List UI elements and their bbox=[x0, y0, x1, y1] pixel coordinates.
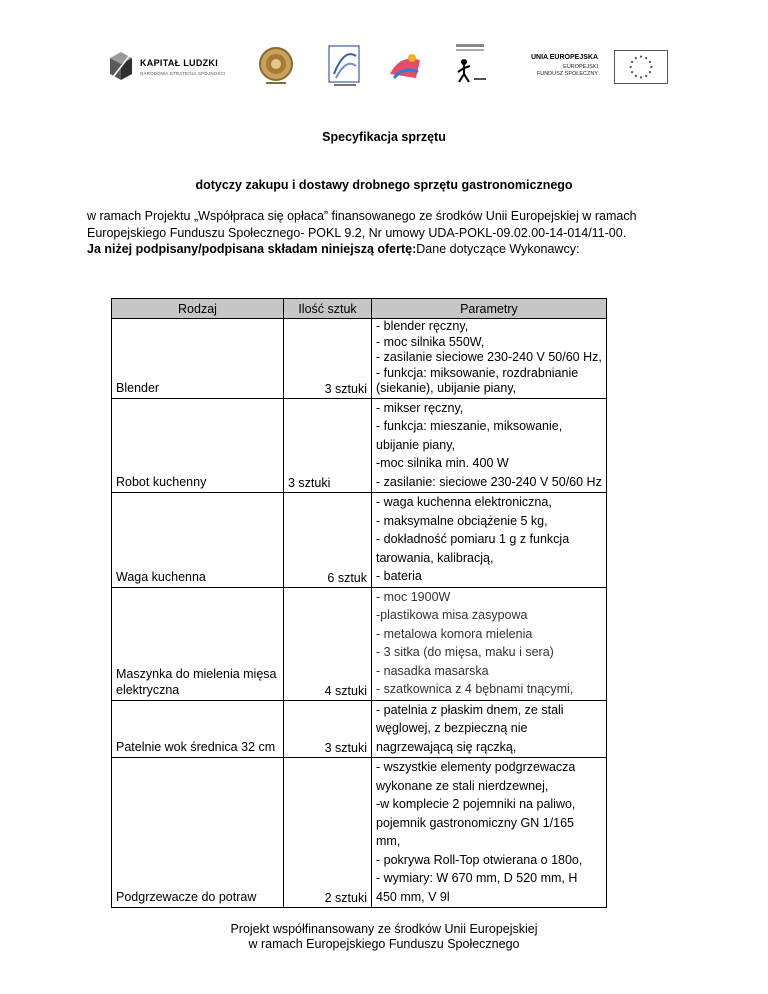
logo-bar bbox=[108, 42, 668, 92]
document-subtitle: dotyczy zakupu i dostawy drobnego sprzętu gastronomicznego bbox=[195, 178, 573, 192]
param-line: - waga kuchenna elektroniczna, bbox=[376, 495, 552, 509]
intro-paragraph bbox=[87, 208, 687, 258]
param-line: - wszystkie elementy podgrzewacza bbox=[376, 760, 576, 774]
param-line: - mikser ręczny, bbox=[376, 400, 464, 415]
item-name: Robot kuchenny bbox=[112, 398, 284, 493]
item-qty: 6 sztuk bbox=[284, 493, 372, 588]
header-rodzaj: Rodzaj bbox=[112, 299, 284, 319]
table-row bbox=[112, 493, 607, 588]
item-qty: 2 sztuki bbox=[284, 758, 372, 908]
param-line: węglowej, z bezpieczną nie bbox=[376, 721, 528, 735]
item-name-line: elektryczna bbox=[116, 682, 180, 697]
param-line: wykonane ze stali nierdzewnej, bbox=[376, 778, 549, 793]
param-line: - moc silnika 550W, bbox=[376, 334, 485, 349]
item-qty: 3 sztuki bbox=[284, 700, 372, 758]
param-line: - szatkownica z 4 bębnami tnącymi, bbox=[376, 682, 574, 696]
intro-line-2: Europejskiego Funduszu Społecznego- POKL 9.2, Nr umowy UDA-POKL-09.02.00-14-014/11-00. bbox=[87, 225, 627, 240]
param-line: - wymiary: W 670 mm, D 520 mm, H bbox=[376, 871, 578, 885]
document-title: Specyfikacja sprzętu bbox=[322, 130, 446, 144]
kapital-ludzki-logo bbox=[108, 50, 238, 84]
param-line: - zasilanie: sieciowe 230-240 V 50/60 Hz bbox=[376, 474, 602, 489]
intro-declaration: Ja niżej podpisany/podpisana składam niniejszą ofertę: bbox=[87, 242, 417, 256]
item-name: Patelnie wok średnica 32 cm bbox=[112, 700, 284, 758]
param-line: mm, bbox=[376, 834, 401, 848]
kapital-ludzki-tagline: NARODOWA STRATEGIA SPÓJNOŚCI bbox=[140, 71, 226, 76]
item-qty: 4 sztuki bbox=[284, 587, 372, 700]
header-parametry: Parametry bbox=[372, 299, 607, 319]
equipment-spec-table bbox=[111, 298, 607, 908]
kapital-ludzki-name: KAPITAŁ LUDZKI bbox=[140, 58, 219, 68]
header-ilosc: Ilość sztuk bbox=[284, 299, 372, 319]
param-line: - bateria bbox=[376, 569, 422, 583]
param-line: - funkcja: miksowanie, rozdrabnianie bbox=[376, 365, 579, 380]
item-qty: 3 sztuki bbox=[284, 319, 372, 399]
item-params bbox=[372, 758, 607, 908]
param-line: - patelnia z płaskim dnem, ze stali bbox=[376, 702, 564, 717]
table-row bbox=[112, 700, 607, 758]
param-line: -moc silnika min. 400 W bbox=[376, 456, 509, 470]
page-footer bbox=[0, 922, 768, 952]
cube-icon bbox=[108, 50, 134, 82]
item-name: Waga kuchenna bbox=[112, 493, 284, 588]
eu-flag-icon bbox=[614, 50, 668, 84]
footer-line-1: Projekt współfinansowany ze środków Unii Europejskiej bbox=[230, 922, 538, 936]
table-row bbox=[112, 319, 607, 399]
param-line: - dokładność pomiaru 1 g z funkcja bbox=[376, 532, 570, 546]
item-params bbox=[372, 319, 607, 399]
ue-line1: UNIA EUROPEJSKA bbox=[530, 54, 598, 61]
item-name bbox=[112, 587, 284, 700]
param-line: (siekanie), ubijanie piany, bbox=[376, 381, 517, 395]
item-qty: 3 sztuki bbox=[284, 398, 372, 493]
param-line: pojemnik gastronomiczny GN 1/165 bbox=[376, 815, 575, 830]
person-figure-logo-icon bbox=[450, 42, 490, 88]
param-line: - nasadka masarska bbox=[376, 663, 489, 678]
colorful-logo-icon bbox=[386, 48, 424, 86]
ue-line2: EUROPEJSKI bbox=[563, 64, 598, 70]
param-line: - metalowa komora mielenia bbox=[376, 626, 533, 641]
param-line: - maksymalne obciążenie 5 kg, bbox=[376, 513, 548, 528]
param-line: nagrzewającą się rączką, bbox=[376, 739, 517, 754]
item-name: Blender bbox=[112, 319, 284, 399]
item-params bbox=[372, 398, 607, 493]
item-params bbox=[372, 587, 607, 700]
param-line: ubijanie piany, bbox=[376, 437, 455, 452]
param-line: - zasilanie sieciowe 230-240 V 50/60 Hz, bbox=[376, 350, 602, 364]
item-name-line: Maszynka do mielenia mięsa bbox=[116, 666, 277, 681]
param-line: -plastikowa misa zasypowa bbox=[376, 608, 528, 622]
table-header-row bbox=[112, 299, 607, 319]
project-logo-icon bbox=[326, 44, 364, 88]
footer-line-2: w ramach Europejskiego Funduszu Społecznego bbox=[248, 937, 520, 951]
intro-line-1: w ramach Projektu „Współpraca się opłaca” finansowanego ze środków Unii Europejskiej w ramach bbox=[87, 209, 637, 223]
item-name: Podgrzewacze do potraw bbox=[112, 758, 284, 908]
param-line: 450 mm, V 9l bbox=[376, 889, 450, 904]
param-line: - moc 1900W bbox=[376, 589, 451, 604]
intro-contractor-data: Dane dotyczące Wykonawcy: bbox=[416, 242, 580, 256]
item-params bbox=[372, 700, 607, 758]
param-line: - funkcja: mieszanie, miksowanie, bbox=[376, 419, 563, 433]
table-row bbox=[112, 398, 607, 493]
unia-europejska-logo bbox=[528, 50, 668, 84]
param-line: - pokrywa Roll-Top otwierana o 180o, bbox=[376, 852, 583, 867]
param-line: - 3 sitka (do mięsa, maku i sera) bbox=[376, 645, 554, 659]
param-line: tarowania, kalibracją, bbox=[376, 550, 494, 565]
param-line: - blender ręczny, bbox=[376, 319, 469, 333]
seal-emblem-icon bbox=[258, 44, 294, 86]
table-row bbox=[112, 758, 607, 908]
ue-line3: FUNDUSZ SPOŁECZNY bbox=[536, 71, 598, 77]
table-row bbox=[112, 587, 607, 700]
item-params bbox=[372, 493, 607, 588]
param-line: -w komplecie 2 pojemniki na paliwo, bbox=[376, 797, 576, 811]
